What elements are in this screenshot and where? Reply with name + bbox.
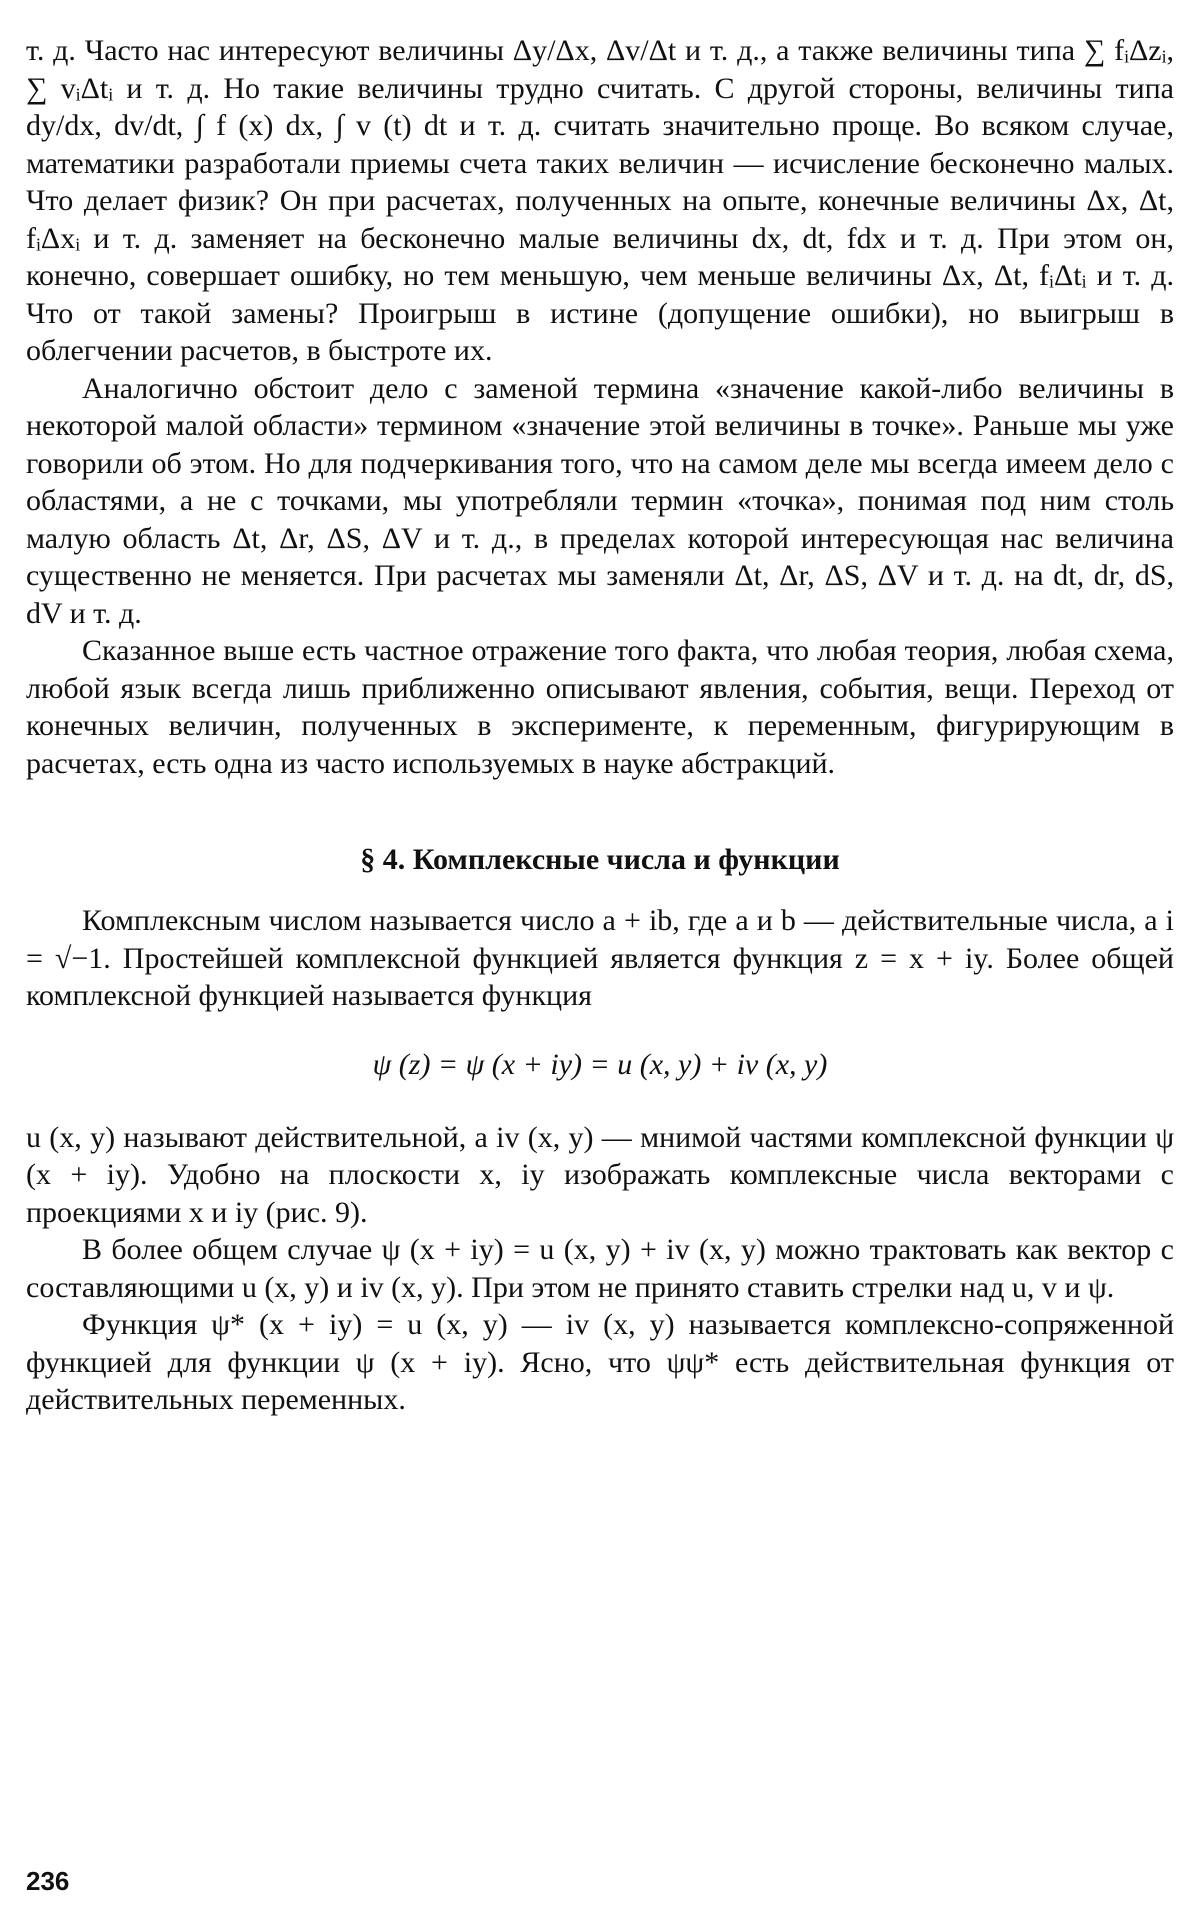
paragraph-2: Аналогично обстоит дело с заменой термина «значение какой-либо величины в некоторой малой области» термином «значение этой величины в точке». Раньше мы уже говорили об этом. Но для подчеркивания того, что на самом деле мы всегда имеем дело с областями, а не с точками, мы употребляли термин «точка», понимая под ним столь малую область Δt, Δr, ΔS, ΔV и т. д., в пределах которой интересующая нас величина существенно не меняется. При расчетах мы заменяли Δt, Δr, ΔS, ΔV и т. д. на dt, dr, dS, dV и т. д. (26, 371, 1174, 630)
section-heading: § 4. Комплексные числа и функции (360, 843, 840, 876)
paragraph-6: В более общем случае ψ (x + iy) = u (x, y) + iv (x, y) можно трактовать как вектор с составляющими u (x, y) и iv (x, y). При этом не принято ставить стрелки над u, v и ψ. (26, 1233, 1174, 1304)
paragraph-4: Комплексным числом называется число a + ib, где a и b — действительные числа, a i = √−1. Простейшей комплексной функцией является функция z = x + iy. Более общей комплексной функцией называется функция (26, 904, 1174, 1012)
paragraph-3: Сказанное выше есть частное отражение того факта, что любая теория, любая схема, любой язык всегда лишь приближенно описывают явления, события, вещи. Переход от конечных величин, полученных в эксперименте, к переменным, фигурирующим в расчетах, есть одна из часто используемых в науке абстракций. (26, 634, 1174, 780)
formula: ψ (z) = ψ (x + iy) = u (x, y) + iv (x, y) (372, 1047, 828, 1081)
paragraph-5: u (x, y) называют действительной, а iv (x, y) — мнимой частями комплексной функции ψ (x + iy). Удобно на плоскости x, iy изображать комплексные числа векторами с проекциями x и iy (рис. 9). (26, 1120, 1174, 1229)
paragraph-7: Функция ψ* (x + iy) = u (x, y) — iv (x, y) называется комплексно-сопряженной функцией для функции ψ (x + iy). Ясно, что ψψ* есть действительная функция от действительных переменных. (26, 1308, 1174, 1416)
page-body (26, 32, 1174, 1419)
page-number: 236 (26, 1866, 70, 1896)
paragraph-1: т. д. Часто нас интересуют величины Δy/Δx, Δv/Δt и т. д., а также величины типа ∑ fᵢΔzᵢ, ∑ vᵢΔtᵢ и т. д. Но такие величины трудно считать. С другой стороны, величины типа dy/dx, dv/dt, ∫ f (x) dx, ∫ v (t) dt и т. д. считать значительно проще. Во всяком случае, математики разработали приемы счета таких величин — исчисление бесконечно малых. Что делает физик? Он при расчетах, полученных на опыте, конечные величины Δx, Δt, fᵢΔxᵢ и т. д. заменяет на бесконечно малые величины dx, dt, fdx и т. д. При этом он, конечно, совершает ошибку, но тем меньшую, чем меньше величины Δx, Δt, fᵢΔtᵢ и т. д. Что от такой замены? Проигрыш в истине (допущение ошибки), но выигрыш в облегчении расчетов, в быстроте их. (26, 34, 1174, 367)
